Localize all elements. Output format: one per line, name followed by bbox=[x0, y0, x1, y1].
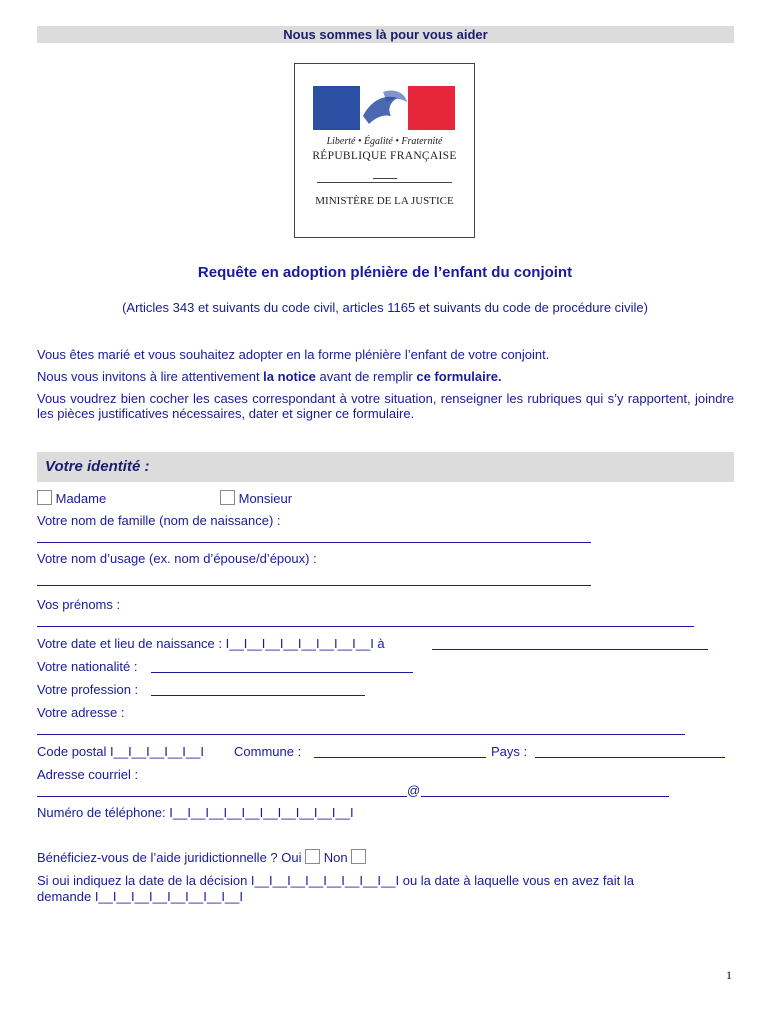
profession-label: Votre profession : bbox=[37, 682, 139, 697]
decision-date-field[interactable]: Si oui indiquez la date de la décision I__I__I__I__I__I__I__I__I ou la date à laquelle vous en avez fait la bbox=[37, 873, 634, 888]
logo-divider bbox=[317, 182, 452, 183]
courriel-label: Adresse courriel : bbox=[37, 767, 139, 782]
monsieur-label: Monsieur bbox=[238, 491, 293, 506]
page-number: 1 bbox=[726, 968, 732, 982]
intro-paragraph-2 bbox=[37, 369, 734, 384]
madame-checkbox[interactable] bbox=[37, 490, 52, 505]
nom-famille-field[interactable] bbox=[37, 542, 591, 543]
page-subtitle: (Articles 343 et suivants du code civil, articles 1165 et suivants du code de procédure civile) bbox=[122, 300, 648, 315]
notice-link: la notice bbox=[263, 369, 316, 384]
nom-usage-label: Votre nom d’usage (ex. nom d’épouse/d’époux) : bbox=[37, 551, 317, 566]
ministry-logo bbox=[294, 63, 475, 238]
non-label: Non bbox=[323, 850, 348, 865]
monsieur-option[interactable] bbox=[220, 490, 292, 506]
nom-usage-field[interactable] bbox=[37, 585, 591, 586]
code-postal-label: Code postal I__I__I__I__I__I bbox=[37, 744, 204, 759]
demande-date-field[interactable]: demande I__I__I__I__I__I__I__I__I bbox=[37, 889, 244, 904]
intro-text: avant de remplir bbox=[315, 369, 417, 384]
aide-question-text: Bénéficiez-vous de l’aide juridictionnelle ? Oui bbox=[37, 850, 302, 865]
lieu-naissance-field[interactable] bbox=[432, 649, 708, 650]
courriel-domain-field[interactable] bbox=[421, 796, 669, 797]
monsieur-checkbox[interactable] bbox=[220, 490, 235, 505]
madame-label: Madame bbox=[55, 491, 107, 506]
motto: Liberté • Égalité • Fraternité bbox=[326, 136, 443, 147]
nationalite-label: Votre nationalité : bbox=[37, 659, 138, 674]
republic-name: RÉPUBLIQUE FRANÇAISE bbox=[312, 150, 457, 162]
logo-divider-short bbox=[373, 178, 397, 179]
nationalite-field[interactable] bbox=[151, 672, 413, 673]
pays-label: Pays : bbox=[491, 744, 528, 759]
page-title: Requête en adoption plénière de l’enfant du conjoint bbox=[197, 264, 573, 281]
adresse-label: Votre adresse : bbox=[37, 705, 125, 720]
form-reference: ce formulaire. bbox=[416, 369, 502, 384]
telephone-field[interactable]: Numéro de téléphone: I__I__I__I__I__I__I__I__I__I__I bbox=[37, 805, 354, 820]
profession-field[interactable] bbox=[151, 695, 365, 696]
intro-paragraph-3: Vous voudrez bien cocher les cases correspondant à votre situation, renseigner les rubriques qui s’y rapportent, joindre les pièces justificatives nécessaires, dater et signer ce formulaire. bbox=[37, 391, 734, 421]
oui-checkbox[interactable] bbox=[305, 849, 320, 864]
adresse-field[interactable] bbox=[37, 734, 685, 735]
prenoms-field[interactable] bbox=[37, 626, 694, 627]
french-flag-icon bbox=[313, 86, 455, 130]
prenoms-label: Vos prénoms : bbox=[37, 597, 121, 612]
intro-paragraph-1: Vous êtes marié et vous souhaitez adopter en la forme plénière l’enfant de votre conjoint. bbox=[37, 347, 550, 362]
aide-juridictionnelle-question bbox=[37, 849, 366, 865]
naissance-label: Votre date et lieu de naissance : I__I__I__I__I__I__I__I__I à bbox=[37, 636, 385, 651]
madame-option[interactable] bbox=[37, 490, 106, 506]
at-sign: @ bbox=[407, 783, 421, 798]
pays-field[interactable] bbox=[535, 757, 725, 758]
ministry-name: MINISTÈRE DE LA JUSTICE bbox=[315, 195, 454, 207]
commune-label: Commune : bbox=[234, 744, 302, 759]
commune-field[interactable] bbox=[314, 757, 486, 758]
top-banner: Nous sommes là pour vous aider bbox=[37, 26, 734, 43]
section-header-identity: Votre identité : bbox=[37, 452, 734, 482]
intro-text: Nous vous invitons à lire attentivement bbox=[37, 369, 264, 384]
courriel-user-field[interactable] bbox=[37, 796, 407, 797]
nom-famille-label: Votre nom de famille (nom de naissance) : bbox=[37, 513, 281, 528]
non-checkbox[interactable] bbox=[351, 849, 366, 864]
